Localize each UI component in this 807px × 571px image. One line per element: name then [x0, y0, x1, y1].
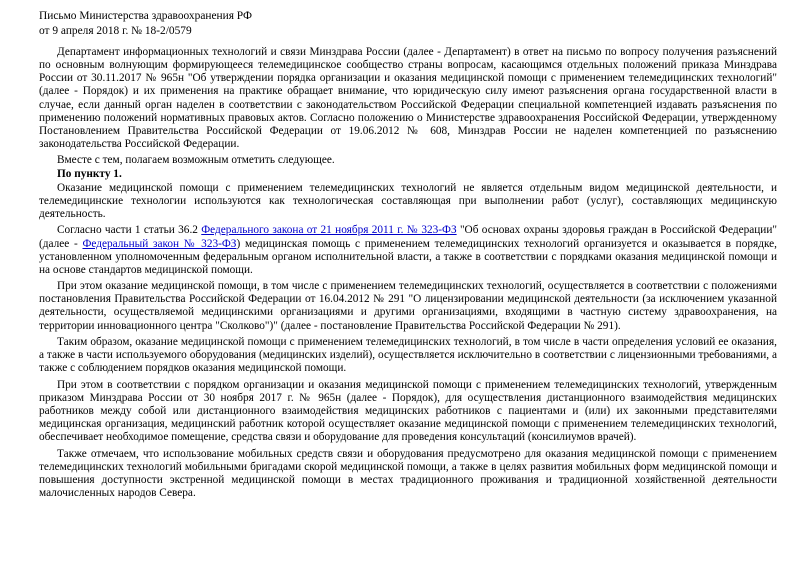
- paragraph-point-1: Оказание медицинской помощи с применением телемедицинских технологий не является отдельным видом медицинской деятельности, и телемедицинские технологии используются как технологическая составляющая при выполнении работ (услуг), составляющих медицинскую деятельность.: [39, 181, 777, 220]
- document-title: Письмо Министерства здравоохранения РФ: [39, 10, 252, 22]
- paragraph-intro: Департамент информационных технологий и связи Минздрава России (далее - Департамент) в ответ на письмо по вопросу получения разъяснений по основным волнующим формирующееся телемедицинское сообщество страны вопросам, касающимся отдельных положений приказа Минздрава России от 30.11.2017 № 965н "Об утверждении порядка организации и оказания медицинской помощи с применением телемедицинских технологий" (далее - Порядок) и их применения на практике обращает внимание, что юридическую силу имеют разъяснения органа государственной власти в случае, если данный орган наделен в соответствии с законодательством Российской Федерации специальной компетенцией издавать разъяснения по применению положений нормативных правовых актов. Согласно положению о Министерстве здравоохранения Российской Федерации, утвержденному Постановлением Правительства Российской Федерации от 19.06.2012 № 608, Минздрав России не наделен компетенцией по разъяснению законодательства Российской Федерации.: [39, 46, 777, 150]
- paragraph-federal-law-prefix: Согласно части 1 статьи 36.2: [57, 224, 202, 237]
- federal-law-323-link[interactable]: Федерального закона от 21 ноября 2011 г. № 323-ФЗ: [201, 224, 457, 237]
- paragraph-federal-law-suffix: ) медицинская помощь с применением телемедицинских технологий организуется и оказывается в порядке, установленном уполномоченным федеральным органом исполнительной власти, а также в соответствии с порядками оказания медицинской помощи и на основе стандартов медицинской помощи.: [39, 237, 777, 276]
- paragraph-conclusion: Таким образом, оказание медицинской помощи с применением телемедицинских технологий, в том числе в части определения условий ее оказания, а также в части используемого оборудования (медицинских изделий), осуществляется исключительно в соответствии с лицензионными требованиями, а также с соблюдением порядков оказания медицинской помощи.: [39, 336, 777, 375]
- federal-law-323-short-link[interactable]: Федеральный закон № 323-ФЗ: [82, 237, 237, 250]
- paragraph-mobile-means: Также отмечаем, что использование мобильных средств связи и оборудования предусмотрено для оказания медицинской помощи с применением телемедицинских технологий мобильными бригадами скорой медицинской помощи, а также в целях развития мобильных форм медицинской помощи и повышения доступности экстренной медицинской помощи в местах традиционного проживания и традиционной хозяйственной деятельности малочисленных народов Севера.: [39, 447, 777, 500]
- paragraph-federal-law: [39, 224, 777, 276]
- paragraph-procedure: При этом в соответствии с порядком организации и оказания медицинской помощи с применением телемедицинских технологий, утвержденным приказом Минздрава России от 30 ноября 2017 г. № 965н (далее - Порядок), для осуществления дистанционного взаимодействия медицинских работников между собой или дистанционного взаимодействия медицинских работников с пациентами и (или) их законными представителями медицинская организация, медицинский работник которой осуществляет оказание медицинской помощи с применением телемедицинских технологий, обеспечивает необходимое помещение, средства связи и оборудование для проведения консультаций (консилиумов врачей).: [39, 378, 777, 444]
- paragraph-licensing: При этом оказание медицинской помощи, в том числе с применением телемедицинских технологий, осуществляется в соответствии с положениями постановления Правительства Российской Федерации от 16.04.2012 № 291 "О лицензировании медицинской деятельности (за исключением указанной деятельности, осуществляемой медицинскими организациями и другими организациями, входящими в частную систему здравоохранения, на территории инновационного центра "Сколково")" (далее - постановление Правительства Российской Федерации № 291).: [39, 280, 777, 332]
- document-header: [39, 9, 777, 38]
- paragraph-federal-law-middle: "Об основах охраны здоровья граждан в Российской Федерации" (далее -: [39, 224, 777, 250]
- document-date-number: от 9 апреля 2018 г. № 18-2/0579: [39, 24, 192, 37]
- paragraph-note: Вместе с тем, полагаем возможным отметить следующее.: [57, 154, 335, 167]
- point-1-heading: По пункту 1.: [57, 167, 122, 180]
